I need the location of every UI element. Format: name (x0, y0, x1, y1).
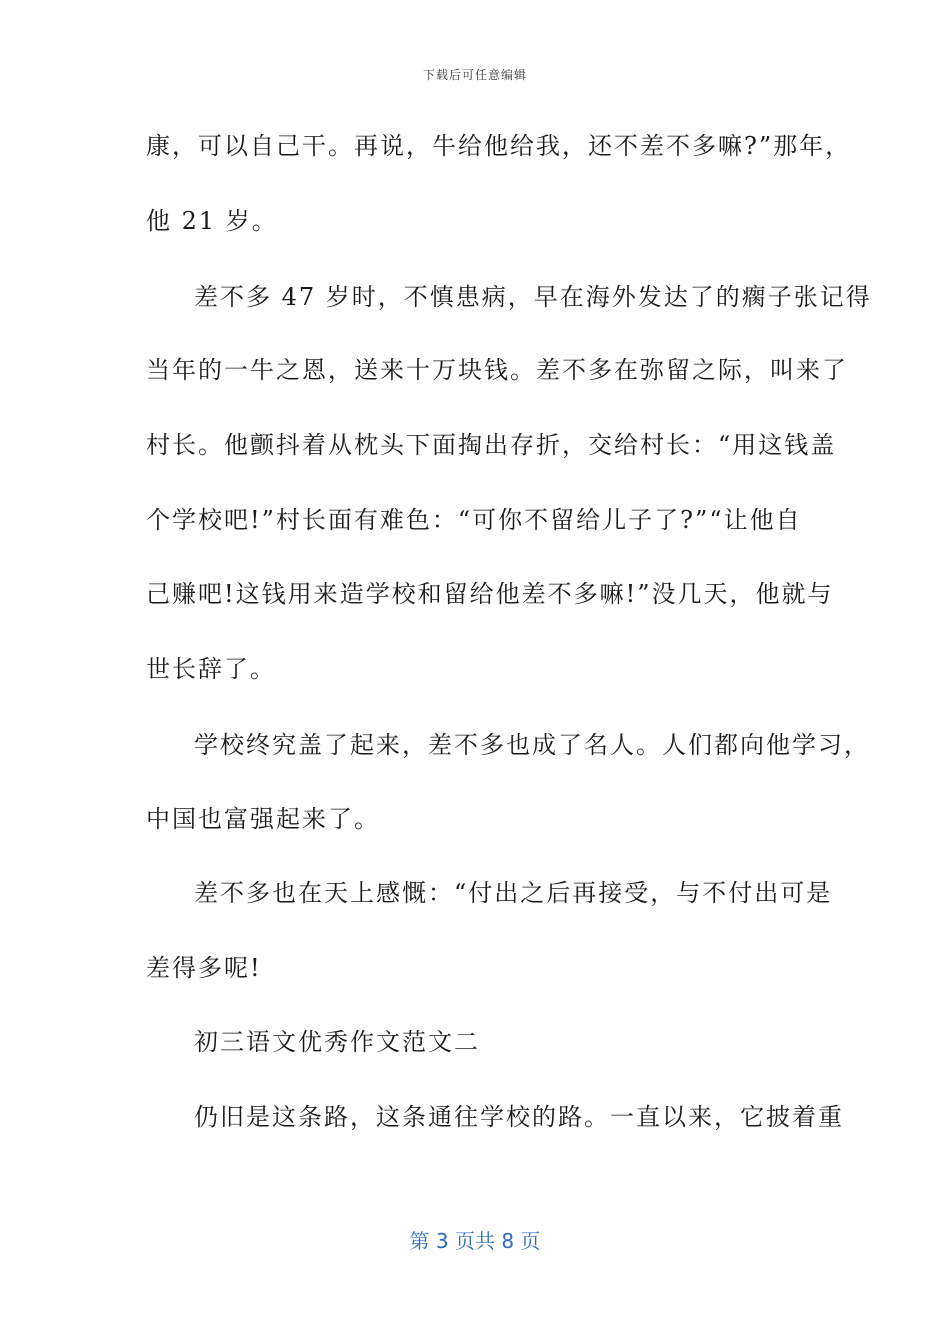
body-line: 个学校吧!”村长面有难色：“可你不留给儿子了?”“让他自 (146, 506, 802, 534)
body-line: 世长辞了。 (146, 655, 276, 683)
paragraph-start-line: 学校终究盖了起来，差不多也成了名人。人们都向他学习， (194, 731, 870, 759)
body-line: 己赚吧!这钱用来造学校和留给他差不多嘛!”没几天，他就与 (146, 580, 834, 608)
section-heading: 初三语文优秀作文范文二 (194, 1028, 480, 1056)
paragraph-start-line: 差不多也在天上感慨：“付出之后再接受，与不付出可是 (194, 879, 833, 907)
page-header: 下载后可任意编辑 (422, 68, 527, 82)
body-line: 当年的一牛之恩，送来十万块钱。差不多在弥留之际，叫来了 (146, 356, 848, 384)
body-line: 村长。他颤抖着从枕头下面掏出存折，交给村长：“用这钱盖 (146, 431, 837, 459)
body-line: 差得多呢! (146, 954, 262, 982)
paragraph-start-line: 差不多 47 岁时，不慎患病，早在海外发达了的瘸子张记得 (194, 283, 872, 311)
body-line: 中国也富强起来了。 (146, 805, 380, 833)
paragraph-start-line: 仍旧是这条路，这条通往学校的路。一直以来，它披着重 (194, 1103, 844, 1131)
page-number-footer: 第 3 页共 8 页 (409, 1229, 541, 1253)
body-line: 康，可以自己干。再说，牛给他给我，还不差不多嘛?”那年， (146, 132, 852, 160)
body-line: 他 21 岁。 (146, 207, 278, 235)
